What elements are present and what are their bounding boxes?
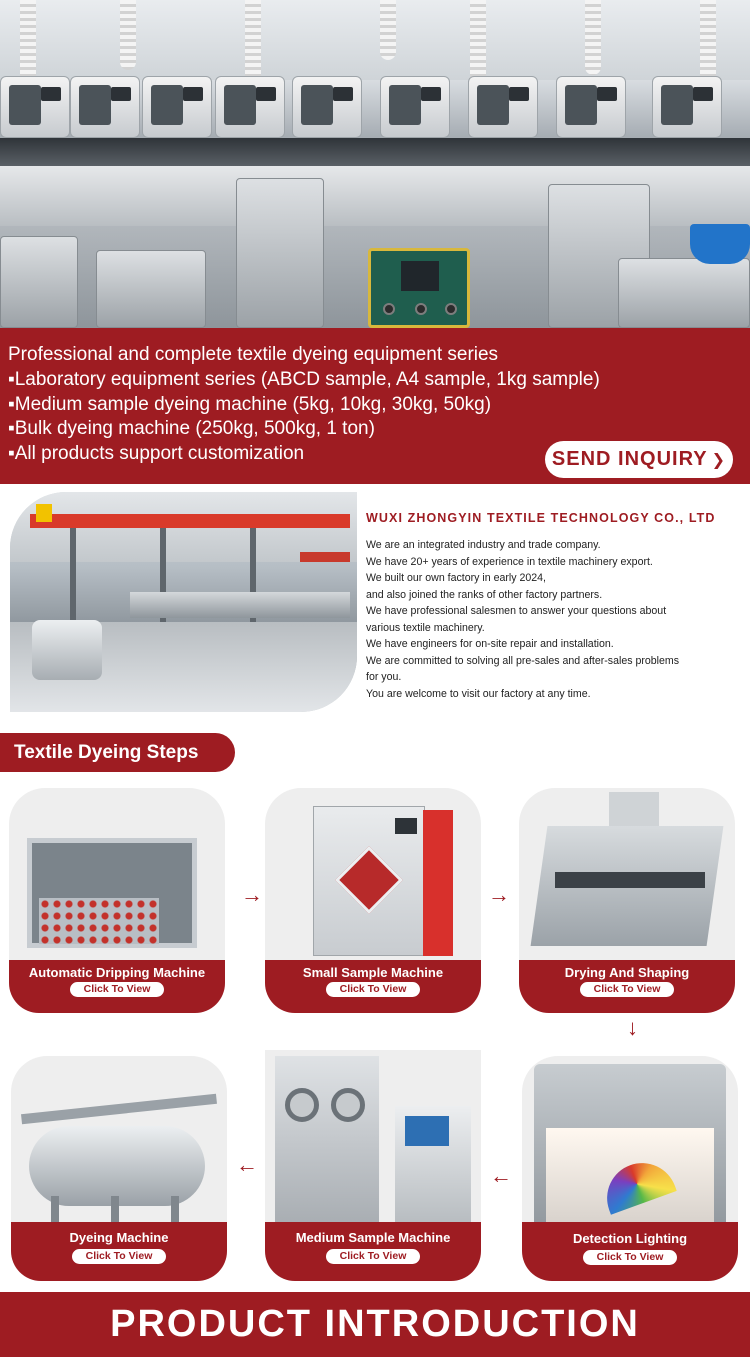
- step-title: Drying And Shaping: [564, 965, 690, 980]
- banner-item-customization: ▪All products support customization: [8, 443, 305, 464]
- dyeing-machine-photo: [11, 1056, 227, 1246]
- drying-and-shaping-photo: [519, 788, 735, 978]
- arrow-right-icon: →: [488, 882, 510, 907]
- medium-sample-machine-photo: [265, 1050, 481, 1240]
- send-inquiry-button[interactable]: [545, 441, 733, 478]
- small-sample-machine-photo: [265, 788, 481, 978]
- chevron-right-icon: ❯: [711, 452, 727, 469]
- click-to-view-button[interactable]: Click To View: [326, 982, 420, 997]
- banner-item-bulk: ▪Bulk dyeing machine (250kg, 500kg, 1 ton): [8, 418, 375, 439]
- click-to-view-button[interactable]: Click To View: [326, 1249, 420, 1264]
- step-card-detection-lighting[interactable]: [522, 1056, 738, 1281]
- company-name: WUXI ZHONGYIN TEXTILE TECHNOLOGY CO., LTD: [366, 511, 716, 525]
- arrow-left-icon: ←: [236, 1152, 258, 1177]
- about-line: We have 20+ years of experience in textile machinery export.: [366, 555, 653, 568]
- about-line: You are welcome to visit our factory at any time.: [366, 687, 591, 700]
- step-title: Small Sample Machine: [302, 965, 444, 980]
- step-card-drying-and-shaping[interactable]: [519, 788, 735, 1013]
- about-line: We have professional salesmen to answer your questions about: [366, 605, 667, 617]
- factory-photo: [10, 492, 357, 712]
- step-title: Automatic Dripping Machine: [28, 965, 206, 980]
- lab-equipment-photo: [0, 0, 750, 328]
- banner-item-laboratory: ▪Laboratory equipment series (ABCD sample, A4 sample, 1kg sample): [8, 369, 600, 390]
- section-title-dyeing-steps: Textile Dyeing Steps: [0, 733, 235, 772]
- click-to-view-button[interactable]: Click To View: [580, 982, 674, 997]
- detection-lighting-photo: [522, 1056, 738, 1246]
- product-introduction-title: PRODUCT INTRODUCTION: [110, 1303, 640, 1345]
- arrow-left-icon: ←: [490, 1163, 512, 1188]
- step-title: Detection Lighting: [572, 1231, 688, 1246]
- about-line: various textile machinery.: [366, 621, 485, 634]
- about-line: for you.: [366, 671, 402, 683]
- banner-headline: Professional and complete textile dyeing equipment series: [8, 344, 499, 365]
- step-card-dyeing-machine[interactable]: [11, 1056, 227, 1281]
- click-to-view-button[interactable]: Click To View: [70, 982, 164, 997]
- about-line: We are committed to solving all pre-sales and after-sales problems: [366, 654, 680, 667]
- about-line: We have engineers for on-site repair and installation.: [366, 638, 614, 650]
- arrow-right-icon: →: [241, 882, 263, 907]
- about-line: We are an integrated industry and trade company.: [366, 539, 601, 551]
- click-to-view-button[interactable]: Click To View: [583, 1250, 677, 1265]
- banner-item-medium-sample: ▪Medium sample dyeing machine (5kg, 10kg, 30kg, 50kg): [8, 394, 492, 415]
- step-card-small-sample-machine[interactable]: [265, 788, 481, 1013]
- step-card-automatic-dripping-machine[interactable]: [9, 788, 225, 1013]
- automatic-dripping-machine-photo: [9, 788, 225, 978]
- step-card-medium-sample-machine[interactable]: [265, 1050, 481, 1275]
- step-title: Medium Sample Machine: [295, 1230, 451, 1245]
- product-introduction-banner: [0, 1292, 750, 1357]
- about-line: We built our own factory in early 2024,: [366, 572, 546, 584]
- click-to-view-button[interactable]: Click To View: [72, 1249, 166, 1264]
- about-line: and also joined the ranks of other factory partners.: [366, 588, 603, 601]
- send-inquiry-label: SEND INQUIRY: [551, 448, 708, 470]
- step-title: Dyeing Machine: [69, 1230, 169, 1245]
- arrow-down-icon: ↓: [627, 1015, 638, 1040]
